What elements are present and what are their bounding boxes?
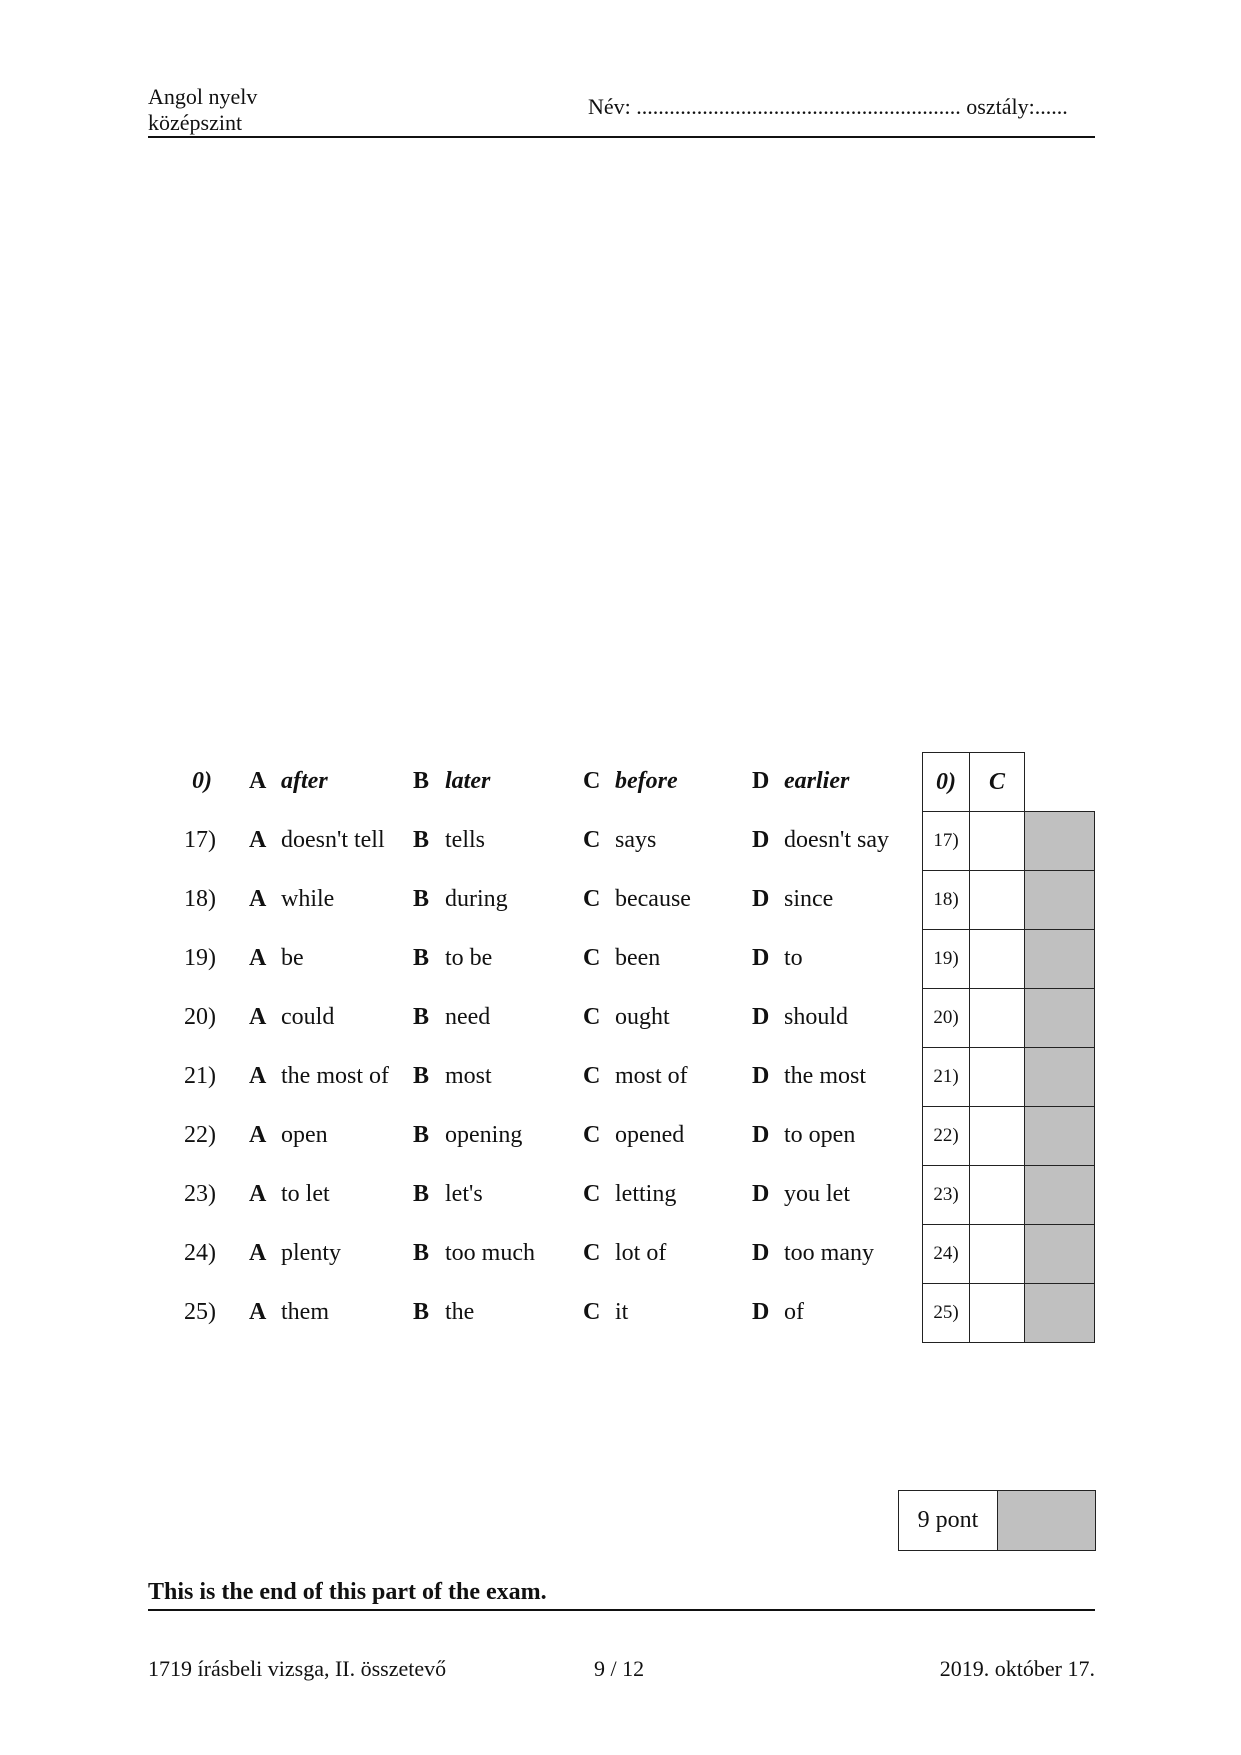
footer-page-number: 9 / 12	[594, 1656, 645, 1681]
option-c: C it	[583, 1299, 629, 1325]
header-subject-block	[148, 84, 257, 136]
grid-question-number: 23)	[922, 1165, 970, 1225]
footer-exam-info: 1719 írásbeli vizsga, II. összetevő	[148, 1656, 447, 1681]
question-number: 24)	[184, 1240, 216, 1266]
grid-question-number: 22)	[922, 1106, 970, 1166]
grid-answer-cell[interactable]	[969, 811, 1025, 871]
end-note: This is the end of this part of the exam.	[148, 1579, 547, 1605]
grid-score-cell	[1024, 811, 1095, 871]
example-number: 0)	[192, 768, 212, 794]
option-a: A the most of	[249, 1063, 389, 1089]
grid-score-cell	[1024, 1224, 1095, 1284]
grid-score-cell	[1024, 1106, 1095, 1166]
option-b: B opening	[413, 1122, 523, 1148]
example-option-b: B later	[413, 768, 491, 794]
option-d: D of	[752, 1299, 804, 1325]
option-b: B let's	[413, 1181, 483, 1207]
option-d: D since	[752, 886, 834, 912]
option-d: D too many	[752, 1240, 874, 1266]
option-a: A be	[249, 945, 304, 971]
option-c: C most of	[583, 1063, 688, 1089]
grid-score-cell	[1024, 929, 1095, 989]
option-a: A doesn't tell	[249, 827, 385, 853]
footer-divider	[148, 1609, 1095, 1611]
option-d: D you let	[752, 1181, 850, 1207]
grid-answer-cell[interactable]	[969, 1106, 1025, 1166]
footer-date: 2019. október 17.	[939, 1656, 1095, 1681]
grid-question-number: 21)	[922, 1047, 970, 1107]
option-a: A to let	[249, 1181, 330, 1207]
grid-score-cell	[1024, 988, 1095, 1048]
score-box	[898, 1490, 1096, 1551]
grid-answer-cell[interactable]	[969, 988, 1025, 1048]
option-b: B the	[413, 1299, 475, 1325]
header-divider	[148, 136, 1095, 138]
option-d: D doesn't say	[752, 827, 889, 853]
grid-example-answer: C	[969, 752, 1025, 812]
option-a: A plenty	[249, 1240, 341, 1266]
score-value-cell[interactable]	[997, 1490, 1096, 1551]
option-a: A while	[249, 886, 335, 912]
question-number: 23)	[184, 1181, 216, 1207]
question-number: 22)	[184, 1122, 216, 1148]
option-d: D to	[752, 945, 803, 971]
question-number: 18)	[184, 886, 216, 912]
option-b: B need	[413, 1004, 491, 1030]
level-label: középszint	[148, 110, 243, 135]
option-c: C letting	[583, 1181, 677, 1207]
grid-answer-cell[interactable]	[969, 1283, 1025, 1343]
grid-question-number: 20)	[922, 988, 970, 1048]
option-b: B too much	[413, 1240, 535, 1266]
question-number: 20)	[184, 1004, 216, 1030]
option-b: B during	[413, 886, 508, 912]
question-number: 17)	[184, 827, 216, 853]
grid-score-cell	[1024, 870, 1095, 930]
option-b: B most	[413, 1063, 492, 1089]
grid-question-number: 25)	[922, 1283, 970, 1343]
option-c: C ought	[583, 1004, 670, 1030]
grid-answer-cell[interactable]	[969, 1047, 1025, 1107]
option-c: C says	[583, 827, 657, 853]
grid-question-number: 24)	[922, 1224, 970, 1284]
option-a: A them	[249, 1299, 329, 1325]
grid-question-number: 19)	[922, 929, 970, 989]
grid-question-number: 18)	[922, 870, 970, 930]
grid-score-cell	[1024, 1165, 1095, 1225]
grid-score-cell	[1024, 1047, 1095, 1107]
example-option-c: C before	[583, 768, 678, 794]
grid-answer-cell[interactable]	[969, 1224, 1025, 1284]
option-a: A could	[249, 1004, 335, 1030]
option-c: C opened	[583, 1122, 685, 1148]
grid-score-cell	[1024, 1283, 1095, 1343]
option-c: C because	[583, 886, 691, 912]
answer-grid	[922, 752, 1096, 1344]
option-a: A open	[249, 1122, 328, 1148]
option-c: C lot of	[583, 1240, 667, 1266]
question-number: 21)	[184, 1063, 216, 1089]
question-number: 25)	[184, 1299, 216, 1325]
subject-label: Angol nyelv	[148, 84, 258, 109]
grid-answer-cell[interactable]	[969, 870, 1025, 930]
grid-answer-cell[interactable]	[969, 929, 1025, 989]
option-b: B tells	[413, 827, 485, 853]
name-class-line: Név: ........................................................... osztály:......	[588, 94, 1068, 119]
option-d: D the most	[752, 1063, 866, 1089]
grid-question-number: 17)	[922, 811, 970, 871]
option-d: D to open	[752, 1122, 856, 1148]
option-b: B to be	[413, 945, 493, 971]
question-number: 19)	[184, 945, 216, 971]
score-label: 9 pont	[898, 1490, 998, 1551]
option-d: D should	[752, 1004, 849, 1030]
grid-example-number: 0)	[922, 752, 970, 812]
grid-answer-cell[interactable]	[969, 1165, 1025, 1225]
example-option-d: D earlier	[752, 768, 850, 794]
option-c: C been	[583, 945, 661, 971]
example-option-a: A after	[249, 768, 328, 794]
